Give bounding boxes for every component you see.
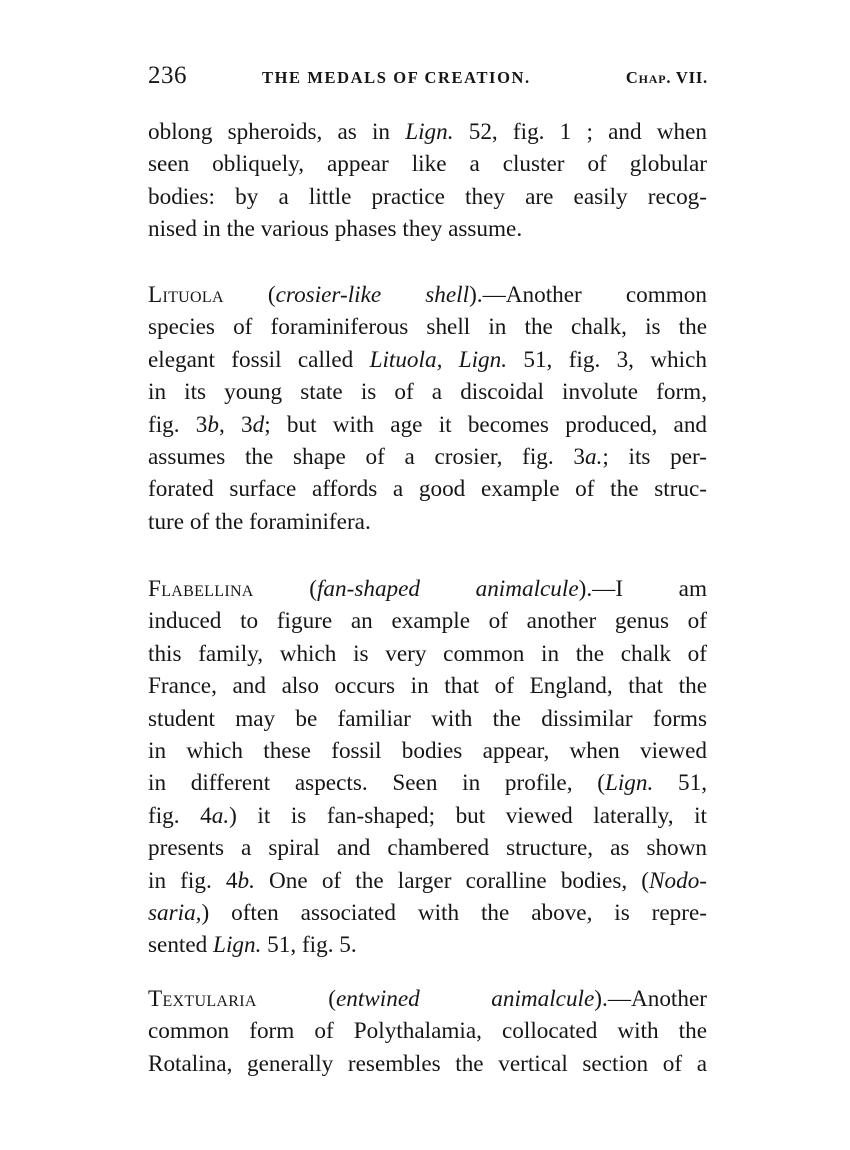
text-line: Lituola (crosier-like shell).—Another common [148,282,707,308]
text-line: assumes the shape of a crosier, fig. 3a.; its per- [148,443,707,470]
text-line: Flabellina (fan-shaped animalcule).—I am [148,576,707,602]
text-line: ture of the foraminifera. [148,508,371,535]
text-line: sented Lign. 51, fig. 5. [148,932,357,959]
text-line: Textularia (entwined animalcule).—Another [148,986,707,1012]
genus-name: Textularia [148,986,257,1012]
text-line: nised in the various phases they assume. [148,216,523,243]
chapter-label: Chap. VII. [625,68,708,87]
paragraph-spheroids [148,116,707,246]
paragraph-textularia [148,983,707,1080]
text-line: in different aspects. Seen in profile, (Lign. 51, [148,770,707,797]
text-line: this family, which is very common in the chalk of [148,640,707,667]
text-line: student may be familiar with the dissimilar forms [148,705,707,732]
text-line: bodies: by a little practice they are easily recog- [148,183,707,210]
italic-ref: Lign. [405,119,454,145]
running-title: THE MEDALS OF CREATION. [262,68,531,87]
page-number: 236 [148,62,187,89]
text-line: France, and also occurs in that of England, that the [148,673,707,700]
text-line: fig. 3b, 3d; but with age it becomes produced, and [148,411,708,438]
paragraph-flabellina [148,573,707,962]
text-line: in its young state is of a discoidal involute form, [148,379,707,406]
text-line: seen obliquely, appear like a cluster of globular [148,151,707,178]
text-line: induced to figure an example of another genus of [148,608,707,635]
common-name: crosier-like shell [275,282,470,308]
text-line: in fig. 4b. One of the larger coralline bodies, (Nodo- [148,867,708,894]
text-line: forated surface affords a good example of the struc- [148,476,707,503]
text-line: in which these fossil bodies appear, when viewed [148,737,707,764]
text-line: presents a spiral and chambered structure, as shown [148,835,707,862]
text-line: common form of Polythalamia, collocated with the [148,1018,707,1045]
text-line: elegant fossil called Lituola, Lign. 51, fig. 3, which [148,346,707,373]
common-name: entwined animalcule [335,986,595,1012]
text-line: oblong spheroids, as in Lign. 52, fig. 1 ; and when [148,119,707,145]
page-header [148,62,708,94]
paragraph-lituola [148,279,707,538]
text-line: Rotalina, generally resembles the vertical section of a [148,1050,707,1077]
genus-name: Flabellina [148,576,254,602]
text-line: species of foraminiferous shell in the chalk, is the [148,314,707,341]
common-name: fan-shaped animalcule [316,576,579,602]
text-line: saria,) often associated with the above, is repre- [148,899,707,926]
text-line: fig. 4a.) it is fan-shaped; but viewed laterally, it [148,802,707,829]
genus-name: Lituola [148,282,224,308]
